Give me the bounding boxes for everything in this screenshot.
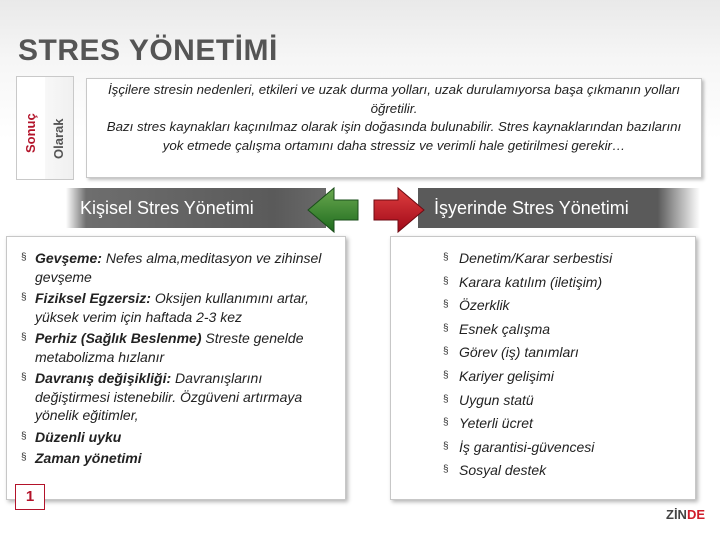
bullet-icon: § bbox=[21, 430, 27, 442]
red-right-arrow-icon bbox=[372, 186, 426, 234]
list-item bbox=[443, 296, 681, 315]
item-label: Düzenli uyku bbox=[35, 428, 122, 445]
item-text: Özerklik bbox=[459, 297, 510, 314]
item-text: Denetim/Karar serbestisi bbox=[459, 250, 613, 266]
item-text: Yeterli ücret bbox=[459, 415, 533, 432]
item-text: Kariyer gelişimi bbox=[459, 367, 554, 384]
item-text: Nefes alma,meditasyon ve zihinsel gevşeme bbox=[35, 250, 322, 285]
list-item bbox=[443, 343, 681, 362]
item-text: Davranışlarını değiştirmesi istenebilir. Özgüveni artırmaya yönelik eğitimler, bbox=[35, 370, 303, 423]
bullet-icon: § bbox=[443, 322, 449, 334]
item-label: Perhiz (Sağlık Beslenme) bbox=[35, 330, 202, 346]
list-item bbox=[21, 428, 331, 447]
green-left-arrow-icon bbox=[306, 186, 360, 234]
item-text: Sosyal destek bbox=[459, 462, 547, 479]
list-item bbox=[443, 438, 681, 457]
bullet-icon: § bbox=[443, 417, 449, 429]
item-text: Esnek çalışma bbox=[459, 320, 551, 337]
sidebar-label-1: Sonuç bbox=[23, 113, 38, 153]
list-item bbox=[21, 289, 331, 326]
item-label: Zaman yönetimi bbox=[35, 450, 142, 466]
conclusion-sidebar bbox=[16, 76, 74, 180]
list-item bbox=[21, 249, 331, 286]
bullet-icon: § bbox=[443, 275, 449, 287]
list-item bbox=[21, 369, 331, 425]
bullet-icon: § bbox=[443, 252, 449, 263]
item-label: Davranış değişikliği: bbox=[35, 370, 172, 386]
item-text: İş garantisi-güvencesi bbox=[459, 438, 595, 455]
bullet-icon: § bbox=[21, 452, 27, 463]
list-item bbox=[443, 461, 681, 480]
item-text: Oksijen kullanımını artar, yüksek verim için haftada 2-3 kez bbox=[35, 290, 309, 325]
workplace-stress-box bbox=[390, 236, 696, 500]
personal-stress-box bbox=[6, 236, 346, 500]
bullet-icon: § bbox=[443, 299, 449, 311]
list-item bbox=[443, 391, 681, 410]
list-item bbox=[443, 320, 681, 339]
bullet-icon: § bbox=[21, 372, 27, 383]
sidebar-label-2: Olarak bbox=[51, 118, 66, 159]
bullet-icon: § bbox=[443, 369, 449, 381]
item-text: Karara katılım (iletişim) bbox=[459, 273, 603, 290]
bullet-icon: § bbox=[443, 440, 449, 452]
list-item bbox=[21, 449, 331, 468]
brand-part-2: DE bbox=[686, 507, 706, 522]
bullet-icon: § bbox=[443, 346, 449, 358]
brand-part-1: ZİN bbox=[666, 507, 687, 522]
list-item bbox=[443, 414, 681, 433]
bullet-icon: § bbox=[443, 464, 449, 476]
item-text: Görev (iş) tanımları bbox=[459, 344, 579, 361]
intro-paragraph-2: Bazı stres kaynakları kaçınılmaz olarak işin doğasında bulunabilir. Stres kaynaklarından bazılarını yok etmede çalışma ortamını daha stressiz ve verimli hale getirilmesi gerekir… bbox=[106, 119, 682, 153]
list-item bbox=[443, 367, 681, 386]
workplace-stress-header: İşyerinde Stres Yönetimi bbox=[418, 188, 700, 228]
list-item bbox=[21, 329, 331, 366]
brand-logo bbox=[666, 507, 705, 522]
slide-title: STRES YÖNETİMİ bbox=[18, 34, 278, 67]
workplace-stress-list bbox=[391, 237, 695, 480]
item-label: Gevşeme: bbox=[35, 250, 102, 266]
bullet-icon: § bbox=[21, 252, 27, 263]
personal-stress-header: Kişisel Stres Yönetimi bbox=[66, 188, 326, 228]
bullet-icon: § bbox=[21, 332, 27, 343]
intro-text-box bbox=[86, 78, 702, 178]
bullet-icon: § bbox=[443, 393, 449, 405]
bullet-icon: § bbox=[21, 292, 27, 303]
personal-stress-list bbox=[7, 237, 345, 468]
item-text: Streste genelde metabolizma hızlanır bbox=[35, 330, 304, 365]
page-number: 1 bbox=[15, 484, 45, 510]
list-item bbox=[443, 273, 681, 292]
intro-paragraph-1: İşçilere stresin nedenleri, etkileri ve uzak durma yolları, uzak durulamıyorsa başa çıkmanın yolları öğretilir. bbox=[107, 82, 680, 116]
list-item bbox=[443, 249, 681, 268]
item-label: Fiziksel Egzersiz: bbox=[35, 290, 151, 306]
item-text: Uygun statü bbox=[459, 391, 534, 408]
